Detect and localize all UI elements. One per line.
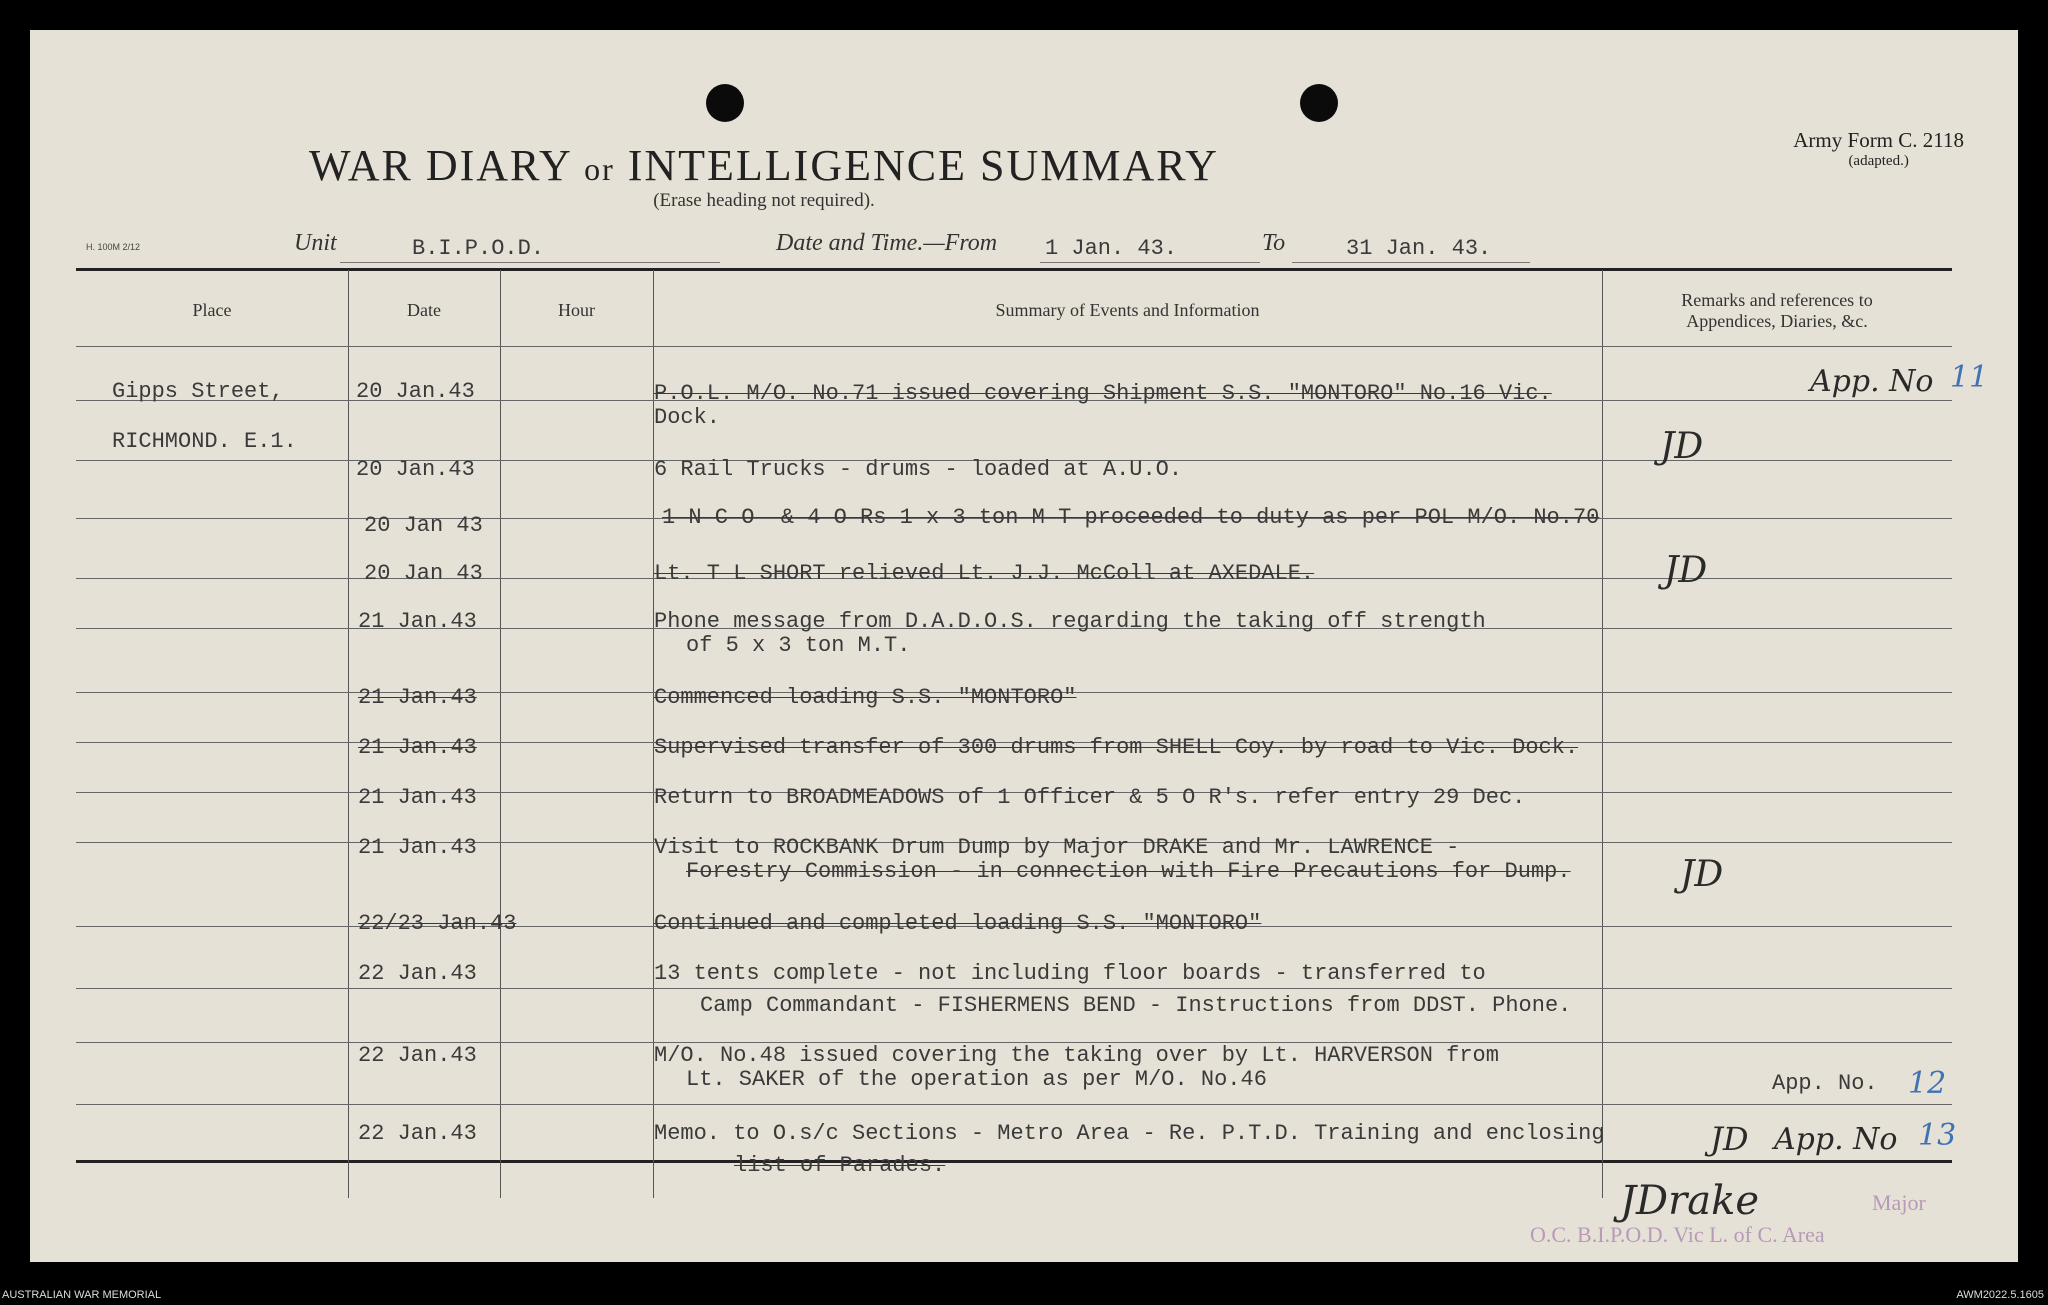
officer-signature: JDrake (1620, 1178, 1759, 1224)
column-divider (500, 270, 501, 1198)
entry-date: 21 Jan.43 (358, 785, 477, 810)
punch-hole-left (706, 84, 744, 122)
entry-date: 22 Jan.43 (358, 1043, 477, 1068)
appendix-number: 12 (1908, 1066, 1947, 1101)
to-underline (1292, 262, 1530, 263)
to-label: To (1262, 230, 1286, 256)
form-subtitle: (Erase heading not required). (653, 190, 875, 211)
diary-sheet (30, 30, 2018, 1262)
unit-value: B.I.P.O.D. (412, 236, 545, 261)
entry-date: 20 Jan.43 (356, 379, 475, 404)
entry-summary-line1: P.O.L. M/O. No.71 issued covering Shipment S.S. "MONTORO" No.16 Vic. (654, 381, 1552, 406)
typed-app-no: App. No. (1772, 1071, 1878, 1096)
entry-summary-line2: list of Parades. (734, 1153, 946, 1178)
entry-date: 21 Jan.43 (358, 609, 477, 634)
entry-date: 22 Jan.43 (358, 961, 477, 986)
column-header-summary: Summary of Events and Information (995, 300, 1260, 320)
entry-date: 22/23 Jan.43 (358, 911, 517, 936)
entry-summary-line1: Phone message from D.A.D.O.S. regarding the taking off strength (654, 609, 1486, 634)
entry-summary-line1: 6 Rail Trucks - drums - loaded at A.U.O. (654, 457, 1183, 482)
entry-summary-line2: of 5 x 3 ton M.T. (686, 633, 911, 658)
table-bottom-border (76, 1160, 1952, 1163)
entry-date: 20 Jan 43 (364, 561, 483, 586)
entry-summary-line1: 13 tents complete - not including floor boards - transferred to (654, 961, 1486, 986)
unit-label: Unit (294, 230, 337, 256)
initials-mark: JD (1660, 426, 1704, 467)
appendix-number: 13 (1918, 1118, 1957, 1153)
entry-summary-line1: Lt. T L SHORT relieved Lt. J.J. McColl at AXEDALE. (654, 561, 1315, 586)
row-rule (76, 1104, 1952, 1105)
footer-archive-name: AUSTRALIAN WAR MEMORIAL (2, 1289, 162, 1301)
entry-date: 21 Jan.43 (358, 735, 477, 760)
row-rule (76, 988, 1952, 989)
footer-accession-number: AWM2022.5.1605 (1956, 1289, 2044, 1301)
entry-summary-line2: Camp Commandant - FISHERMENS BEND - Instructions from DDST. Phone. (700, 993, 1572, 1018)
from-underline (1040, 262, 1260, 263)
to-value: 31 Jan. 43. (1346, 236, 1492, 261)
remarks-header-line2: Appendices, Diaries, &c. (1686, 311, 1868, 331)
place-line-1: Gipps Street, (112, 379, 284, 404)
entry-date: 20 Jan.43 (356, 457, 475, 482)
title-or: or (584, 151, 615, 187)
column-header-remarks (1602, 290, 1952, 332)
stamp-rank: Major (1872, 1190, 1926, 1215)
date-time-label: Date and Time.—From (776, 230, 998, 256)
form-note: (adapted.) (1848, 153, 1909, 169)
column-header-hour: Hour (558, 300, 595, 320)
entry-summary-line1: Continued and completed loading S.S. "MONTORO" (654, 911, 1262, 936)
entry-summary-line1: Memo. to O.s/c Sections - Metro Area - Re. P.T.D. Training and enclosing (654, 1121, 1605, 1146)
row-rule (76, 346, 1952, 347)
entry-date: 22 Jan.43 (358, 1121, 477, 1146)
title-intelligence-summary: INTELLIGENCE SUMMARY (627, 141, 1219, 190)
unit-underline (340, 262, 720, 263)
column-header-date: Date (407, 300, 441, 320)
print-code: H. 100M 2/12 (86, 242, 141, 252)
form-title (30, 140, 1498, 191)
entry-summary-line2: Lt. SAKER of the operation as per M/O. No.46 (686, 1067, 1267, 1092)
entry-summary-line2: Dock. (654, 405, 721, 430)
form-reference (1793, 128, 1964, 170)
handwritten-app-no: App. No (1774, 1122, 1898, 1157)
entry-date: 20 Jan 43 (364, 513, 483, 538)
column-header-place: Place (192, 300, 232, 320)
unit-stamp: O.C. B.I.P.O.D. Vic L. of C. Area (1530, 1222, 1825, 1247)
initials-mark: JD (1664, 550, 1708, 591)
table-top-border (76, 268, 1952, 271)
entry-date: 21 Jan.43 (358, 685, 477, 710)
from-value: 1 Jan. 43. (1045, 236, 1178, 261)
column-divider (1602, 270, 1603, 1198)
column-divider (348, 270, 349, 1198)
initials-mark: JD (1710, 1120, 1749, 1158)
punch-hole-right (1300, 84, 1338, 122)
entry-date: 21 Jan.43 (358, 835, 477, 860)
entry-summary-line1: Return to BROADMEADOWS of 1 Officer & 5 O R's. refer entry 29 Dec. (654, 785, 1526, 810)
entry-summary-line1: Supervised transfer of 300 drums from SHELL Coy. by road to Vic. Dock. (654, 735, 1579, 760)
entry-summary-line1: M/O. No.48 issued covering the taking over by Lt. HARVERSON from (654, 1043, 1499, 1068)
entry-summary-line1: 1 N C O & 4 O Rs 1 x 3 ton M T proceeded to duty as per POL M/O. No.70 (662, 505, 1600, 530)
remarks-header-line1: Remarks and references to (1681, 290, 1873, 310)
entry-summary-line1: Visit to ROCKBANK Drum Dump by Major DRAKE and Mr. LAWRENCE - (654, 835, 1460, 860)
title-war-diary: WAR DIARY (309, 141, 572, 190)
initials-mark: JD (1680, 854, 1724, 895)
handwritten-app-no: App. No (1810, 364, 1934, 399)
form-number: Army Form C. 2118 (1793, 128, 1964, 152)
entry-summary-line2: Forestry Commission - in connection with Fire Precautions for Dump. (686, 859, 1571, 884)
place-line-2: RICHMOND. E.1. (112, 429, 297, 454)
appendix-number: 11 (1950, 360, 1989, 395)
entry-summary-line1: Commenced loading S.S. "MONTORO" (654, 685, 1077, 710)
